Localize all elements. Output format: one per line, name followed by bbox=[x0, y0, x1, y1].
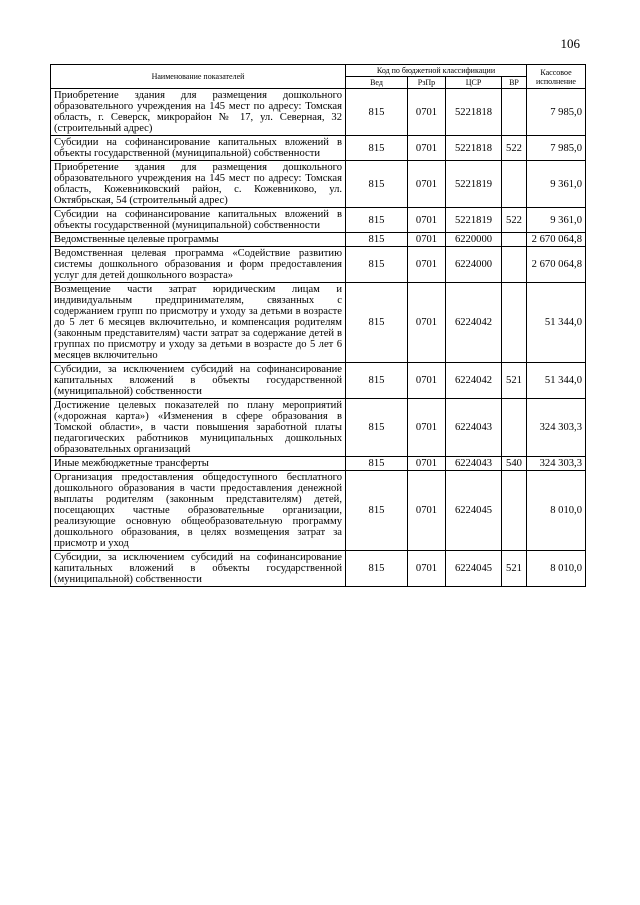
cell-name: Ведомственная целевая программа «Содействие развитию системы дошкольного образования и форм предоставления услуг для детей дошкольного возраста» bbox=[51, 247, 346, 283]
table-row bbox=[51, 471, 586, 551]
cell-name: Субсидии на софинансирование капитальных вложений в объекты государственной (муниципальной) собственности bbox=[51, 208, 346, 233]
cell-amount: 51 344,0 bbox=[527, 283, 586, 363]
cell-rzpr: 0701 bbox=[408, 208, 446, 233]
cell-name: Субсидии, за исключением субсидий на софинансирование капитальных вложений в объекты государственной (муниципальной) собственности bbox=[51, 551, 346, 587]
cell-vr bbox=[502, 283, 527, 363]
cell-csr: 6224043 bbox=[446, 399, 502, 457]
cell-rzpr: 0701 bbox=[408, 363, 446, 399]
cell-csr: 6224043 bbox=[446, 457, 502, 471]
cell-vr: 540 bbox=[502, 457, 527, 471]
cell-amount: 9 361,0 bbox=[527, 161, 586, 208]
cell-amount: 8 010,0 bbox=[527, 551, 586, 587]
table-row bbox=[51, 208, 586, 233]
cell-ved: 815 bbox=[346, 161, 408, 208]
header-code-group: Код по бюджетной классификации bbox=[346, 65, 527, 77]
cell-name: Субсидии, за исключением субсидий на софинансирование капитальных вложений в объекты государственной (муниципальной) собственности bbox=[51, 363, 346, 399]
cell-rzpr: 0701 bbox=[408, 136, 446, 161]
cell-rzpr: 0701 bbox=[408, 471, 446, 551]
cell-ved: 815 bbox=[346, 208, 408, 233]
table-row bbox=[51, 551, 586, 587]
cell-amount: 9 361,0 bbox=[527, 208, 586, 233]
cell-csr: 6224042 bbox=[446, 283, 502, 363]
cell-rzpr: 0701 bbox=[408, 457, 446, 471]
cell-name: Приобретение здания для размещения дошкольного образовательного учреждения на 145 мест по адресу: Томская область, г. Северск, микрорайон № 17, ул. Северная, 32 (строительный адрес) bbox=[51, 89, 346, 136]
table-row bbox=[51, 136, 586, 161]
cell-amount: 7 985,0 bbox=[527, 136, 586, 161]
cell-ved: 815 bbox=[346, 471, 408, 551]
table-body bbox=[51, 89, 586, 587]
cell-vr bbox=[502, 399, 527, 457]
cell-vr: 522 bbox=[502, 136, 527, 161]
cell-amount: 324 303,3 bbox=[527, 399, 586, 457]
cell-rzpr: 0701 bbox=[408, 89, 446, 136]
header-csr: ЦСР bbox=[446, 77, 502, 89]
cell-name: Возмещение части затрат юридическим лицам и индивидуальным предпринимателям, связанных с содержанием групп по присмотру и уходу за детьми в возрасте до 5 лет 6 месяцев включительно, и компенсация родителям (законным представителям) части затрат за содержание детей в группах по присмотру и уходу за детьми в возрасте до 5 лет 6 месяцев включительно bbox=[51, 283, 346, 363]
header-amount: Кассовое исполнение bbox=[527, 65, 586, 89]
header-row bbox=[51, 65, 586, 77]
cell-ved: 815 bbox=[346, 89, 408, 136]
cell-vr bbox=[502, 233, 527, 247]
cell-vr bbox=[502, 89, 527, 136]
cell-vr: 522 bbox=[502, 208, 527, 233]
table-row bbox=[51, 399, 586, 457]
page-number: 106 bbox=[560, 36, 580, 51]
cell-csr: 6224042 bbox=[446, 363, 502, 399]
cell-csr: 5221818 bbox=[446, 89, 502, 136]
table-row bbox=[51, 233, 586, 247]
header-ved: Вед bbox=[346, 77, 408, 89]
cell-csr: 6224045 bbox=[446, 551, 502, 587]
table-row bbox=[51, 457, 586, 471]
cell-name: Иные межбюджетные трансферты bbox=[51, 457, 346, 471]
cell-name: Достижение целевых показателей по плану мероприятий («дорожная карта») «Изменения в сфере образования в Томской области», в части повышения заработной платы педагогических работников муниципальных дошкольных образовательных организаций bbox=[51, 399, 346, 457]
cell-name: Субсидии на софинансирование капитальных вложений в объекты государственной (муниципальной) собственности bbox=[51, 136, 346, 161]
cell-vr bbox=[502, 247, 527, 283]
cell-ved: 815 bbox=[346, 457, 408, 471]
cell-csr: 6224000 bbox=[446, 247, 502, 283]
cell-csr: 5221818 bbox=[446, 136, 502, 161]
cell-amount: 2 670 064,8 bbox=[527, 233, 586, 247]
cell-ved: 815 bbox=[346, 233, 408, 247]
header-rzpr: РзПр bbox=[408, 77, 446, 89]
table-header bbox=[51, 65, 586, 89]
cell-amount: 7 985,0 bbox=[527, 89, 586, 136]
table-row bbox=[51, 247, 586, 283]
cell-amount: 2 670 064,8 bbox=[527, 247, 586, 283]
table-row bbox=[51, 89, 586, 136]
cell-ved: 815 bbox=[346, 247, 408, 283]
header-vr: ВР bbox=[502, 77, 527, 89]
cell-vr: 521 bbox=[502, 363, 527, 399]
cell-amount: 324 303,3 bbox=[527, 457, 586, 471]
cell-rzpr: 0701 bbox=[408, 551, 446, 587]
cell-csr: 5221819 bbox=[446, 208, 502, 233]
cell-vr: 521 bbox=[502, 551, 527, 587]
cell-rzpr: 0701 bbox=[408, 233, 446, 247]
cell-rzpr: 0701 bbox=[408, 247, 446, 283]
cell-rzpr: 0701 bbox=[408, 161, 446, 208]
cell-csr: 5221819 bbox=[446, 161, 502, 208]
cell-ved: 815 bbox=[346, 283, 408, 363]
cell-ved: 815 bbox=[346, 551, 408, 587]
budget-table bbox=[50, 64, 586, 587]
cell-name: Организация предоставления общедоступного бесплатного дошкольного образования в части предоставления денежной выплаты родителям (законным представителям) детей, посещающих частные образовательные организации, реализующие основную общеобразовательную программу дошкольного образования, в целях возмещения затрат за присмотр и уход bbox=[51, 471, 346, 551]
cell-name: Приобретение здания для размещения дошкольного образовательного учреждения на 145 мест по адресу: Томская область, Кожевниковский район, с. Кожевниково, ул. Октябрьская, 54 (строительный адрес) bbox=[51, 161, 346, 208]
cell-vr bbox=[502, 471, 527, 551]
cell-rzpr: 0701 bbox=[408, 283, 446, 363]
table-row bbox=[51, 283, 586, 363]
cell-ved: 815 bbox=[346, 136, 408, 161]
cell-csr: 6224045 bbox=[446, 471, 502, 551]
cell-ved: 815 bbox=[346, 399, 408, 457]
header-name: Наименование показателей bbox=[51, 65, 346, 89]
cell-csr: 6220000 bbox=[446, 233, 502, 247]
cell-vr bbox=[502, 161, 527, 208]
cell-amount: 51 344,0 bbox=[527, 363, 586, 399]
table-row bbox=[51, 363, 586, 399]
table-row bbox=[51, 161, 586, 208]
cell-ved: 815 bbox=[346, 363, 408, 399]
cell-amount: 8 010,0 bbox=[527, 471, 586, 551]
cell-name: Ведомственные целевые программы bbox=[51, 233, 346, 247]
cell-rzpr: 0701 bbox=[408, 399, 446, 457]
